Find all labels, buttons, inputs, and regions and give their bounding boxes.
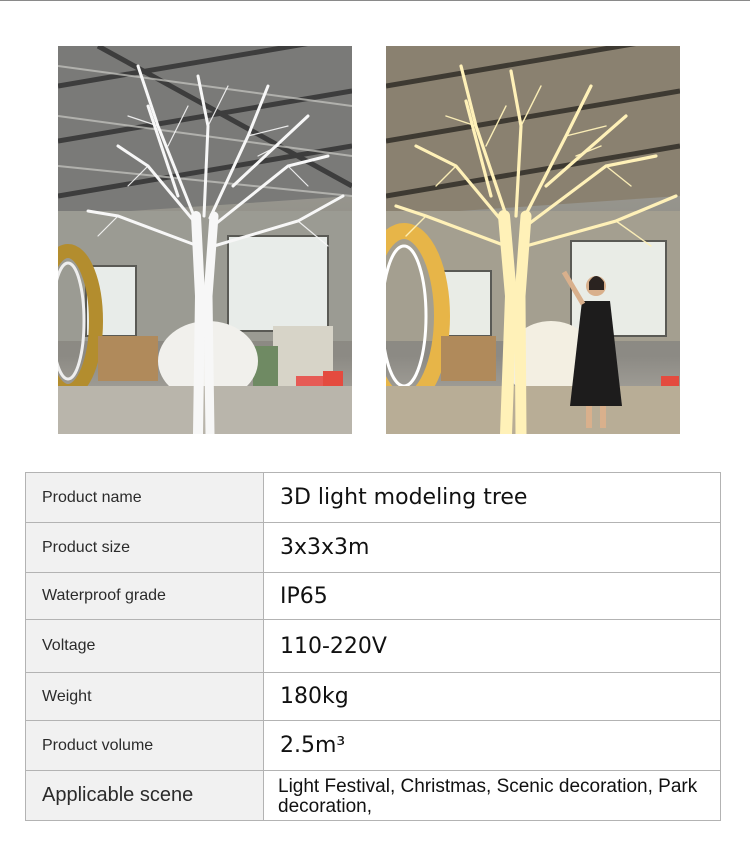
spec-value: 2.5m³ <box>264 721 721 771</box>
product-photo-lit <box>386 46 680 434</box>
top-divider <box>0 0 750 1</box>
tree-lit-illustration <box>386 46 680 434</box>
spec-value: 180kg <box>264 673 721 721</box>
spec-label: Product name <box>26 473 264 523</box>
spec-row-product-name <box>26 473 721 523</box>
spec-label: Applicable scene <box>26 771 264 821</box>
spec-row-waterproof-grade <box>26 573 721 620</box>
spec-row-product-volume <box>26 721 721 771</box>
spec-row-voltage <box>26 620 721 673</box>
spec-value: 110-220V <box>264 620 721 673</box>
spec-row-weight <box>26 673 721 721</box>
spec-label: Voltage <box>26 620 264 673</box>
product-photo-unlit <box>58 46 352 434</box>
spec-label: Product volume <box>26 721 264 771</box>
spec-label: Weight <box>26 673 264 721</box>
spec-value: 3D light modeling tree <box>264 473 721 523</box>
spec-table <box>25 472 721 821</box>
spec-label: Waterproof grade <box>26 573 264 620</box>
spec-value: IP65 <box>264 573 721 620</box>
spec-label: Product size <box>26 523 264 573</box>
spec-value: 3x3x3m <box>264 523 721 573</box>
tree-unlit-illustration <box>58 46 352 434</box>
spec-row-applicable-scene <box>26 771 721 821</box>
spec-row-product-size <box>26 523 721 573</box>
spec-value: Light Festival, Christmas, Scenic decoration, Park decoration, <box>264 771 721 821</box>
